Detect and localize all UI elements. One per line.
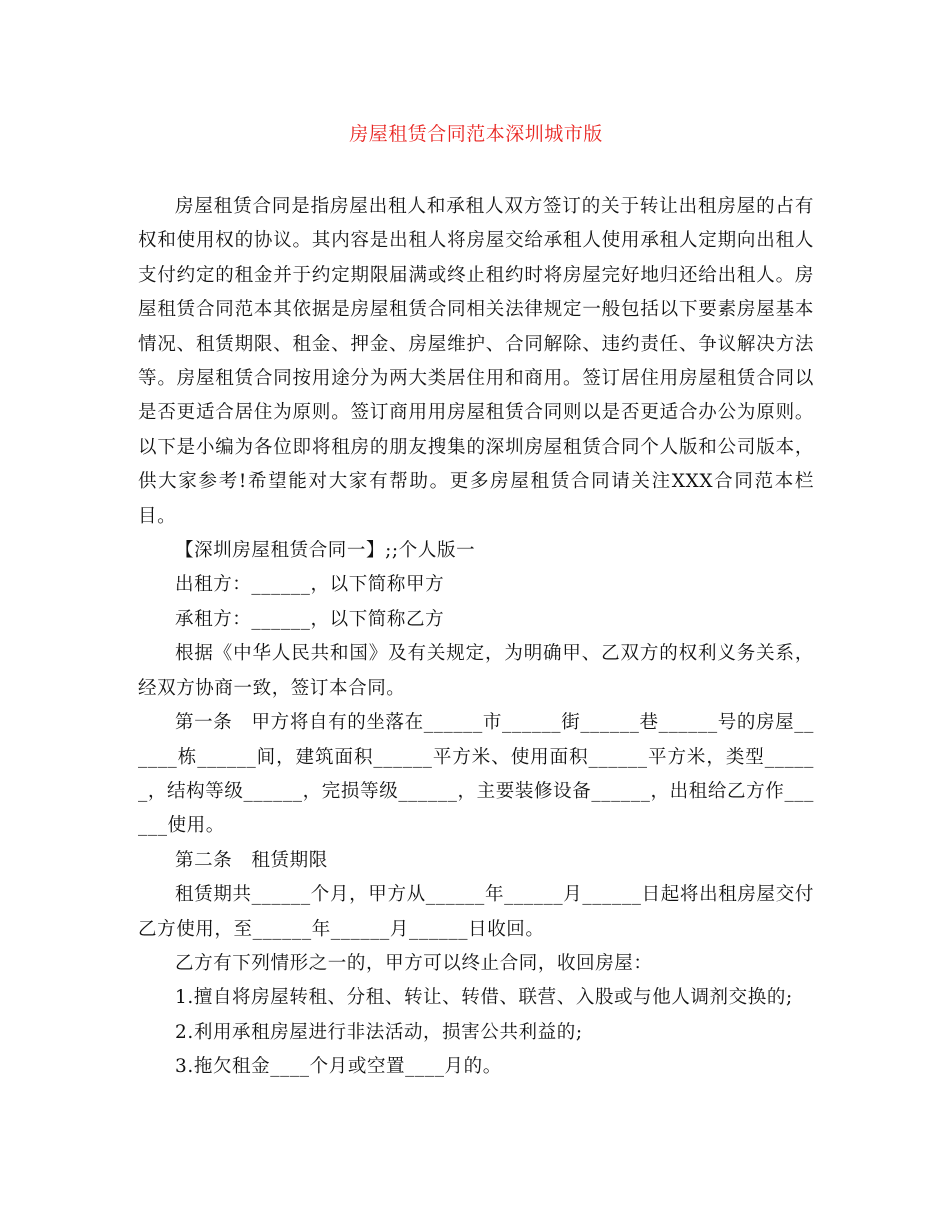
termination-conditions-intro: 乙方有下列情形之一的，甲方可以终止合同，收回房屋： xyxy=(175,952,653,974)
intro-paragraph: 房屋租赁合同是指房屋出租人和承租人双方签订的关于转让出租房屋的占有权和使用权的协议。其内容是出租人将房屋交给承租人使用承租人定期向出租人支付约定的租金并于约定期限届满或终止租约时将房屋完好地归还给出租人。房屋租赁合同范本其依据是房屋租赁合同相关法律规定一般包括以下要素房屋基本情况、租赁期限、租金、押金、房屋维护、合同解除、违约责任、争议解决方法等。房屋租赁合同按用途分为两大类居住用和商用。签订居住用房屋租赁合同以是否更适合居住为原则。签订商用用房屋租赁合同则以是否更适合办公为原则。以下是小编为各位即将租房的朋友搜集的深圳房屋租赁合同个人版和公司版本，供大家参考!希望能对大家有帮助。更多房屋租赁合同请关注XXX合同范本栏目。 xyxy=(138,196,814,527)
article-2-heading: 第二条 租赁期限 xyxy=(175,849,328,871)
document-page xyxy=(138,0,814,1230)
lease-term-paragraph: 租赁期共______个月，甲方从______年______月______日起将出租房屋交付乙方使用，至______年______月______日收回。 xyxy=(138,884,814,940)
condition-item-3: 3.拖欠租金____个月或空置____月的。 xyxy=(175,1056,502,1078)
article-1: 第一条 甲方将自有的坐落在______市______街______巷______号的房屋______栋______间，建筑面积______平方米、使用面积______平方米，类型______，结构等级______，完损等级______，主要装修设备______，出租给乙方作______使用。 xyxy=(138,712,814,837)
condition-item-1: 1.擅自将房屋转租、分租、转让、转借、联营、入股或与他人调剂交换的; xyxy=(175,987,793,1009)
preamble-paragraph: 根据《中华人民共和国》及有关规定，为明确甲、乙双方的权利义务关系，经双方协商一致，签订本合同。 xyxy=(138,643,814,699)
contract-heading: 【深圳房屋租赁合同一】;;个人版一 xyxy=(175,540,476,562)
document-body xyxy=(138,190,814,1085)
lessee-line: 承租方：______，以下简称乙方 xyxy=(175,608,445,630)
document-title: 房屋租赁合同范本深圳城市版 xyxy=(349,123,603,145)
condition-item-2: 2.利用承租房屋进行非法活动，损害公共利益的; xyxy=(175,1021,583,1043)
lessor-line: 出租方：______，以下简称甲方 xyxy=(175,574,445,596)
